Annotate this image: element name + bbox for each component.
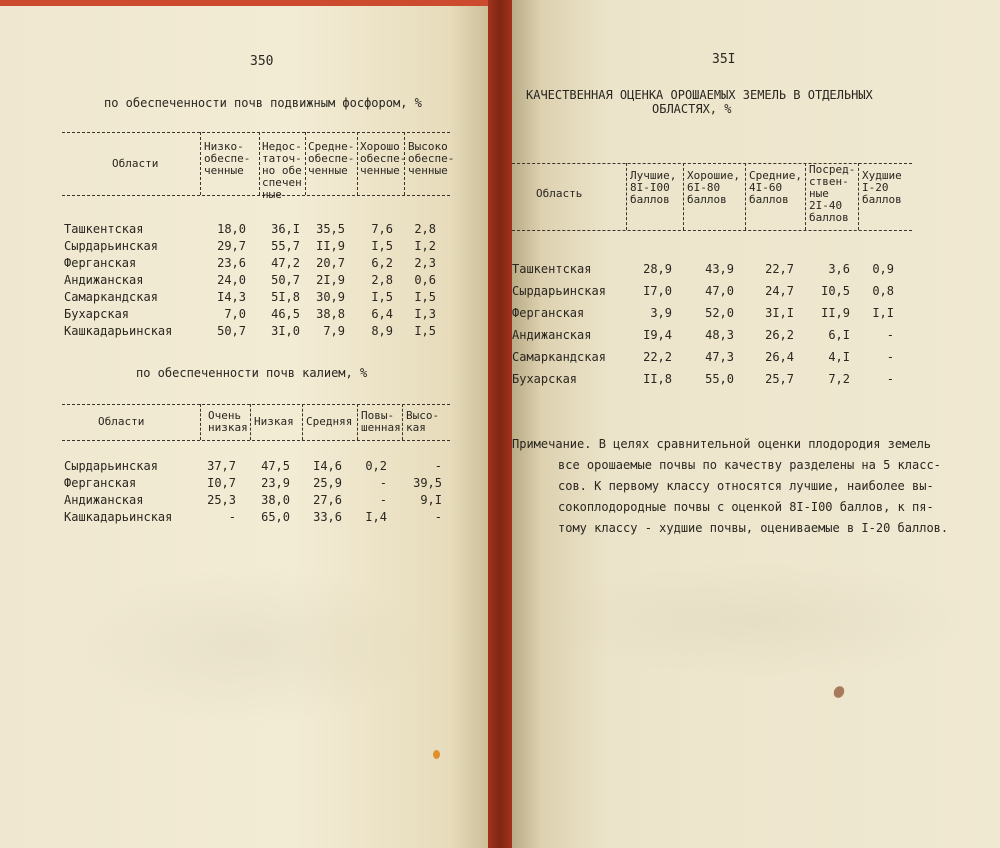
table2-col-divider xyxy=(357,404,358,440)
table-cell: I,5 xyxy=(414,324,436,338)
table3-header-col3: Средние, 4I-60 баллов xyxy=(749,169,802,206)
table-cell: 25,9 xyxy=(313,476,342,490)
table-cell: - xyxy=(228,510,236,524)
table-cell: 20,7 xyxy=(316,256,345,270)
table-row-region: Бухарская xyxy=(64,307,130,321)
table2-header-col1: Очень низкая xyxy=(208,409,248,434)
table-row-region: Самаркандская xyxy=(512,350,606,364)
table-cell: I,3 xyxy=(414,307,436,321)
table-row-region: Ферганская xyxy=(512,306,585,320)
table1-header-col2: Недос- таточ- но обе спечен ные xyxy=(262,140,302,201)
table-cell: 38,8 xyxy=(316,307,345,321)
table-cell: I,I xyxy=(872,306,894,320)
table-cell: 25,7 xyxy=(765,372,794,386)
table1-header-col5: Высоко обеспе- ченные xyxy=(408,140,455,177)
table-cell: I,5 xyxy=(414,290,436,304)
table-cell: 7,0 xyxy=(224,307,246,321)
right-page xyxy=(512,0,1000,848)
table-cell: 37,7 xyxy=(207,459,236,473)
table2-col-divider xyxy=(402,404,403,440)
table-cell: 65,0 xyxy=(261,510,290,524)
table-cell: 4,I xyxy=(828,350,850,364)
table-cell: 47,2 xyxy=(271,256,300,270)
table-row-region: Самаркандская xyxy=(64,290,158,304)
table-cell: 5I,8 xyxy=(271,290,300,304)
book-gutter xyxy=(488,0,512,848)
table2-header-col2: Низкая xyxy=(254,415,294,428)
table-cell: II,9 xyxy=(316,239,345,253)
table-cell: 36,I xyxy=(271,222,300,236)
table-cell: II,8 xyxy=(643,372,672,386)
table-cell: 23,9 xyxy=(261,476,290,490)
table-cell: I0,5 xyxy=(821,284,850,298)
table-cell: 24,7 xyxy=(765,284,794,298)
note-line: сокоплодородные почвы с оценкой 8I-I00 баллов, к пя- xyxy=(558,500,934,514)
table-cell: 3,9 xyxy=(650,306,672,320)
table-row-region: Ташкентская xyxy=(512,262,592,276)
table2-header-col4: Повы- шенная xyxy=(361,409,401,434)
page-number-left: 350 xyxy=(250,54,274,69)
table-cell: I9,4 xyxy=(643,328,672,342)
table1-caption: по обеспеченности почв подвижным фосфором, % xyxy=(104,96,422,110)
table-cell: 30,9 xyxy=(316,290,345,304)
table-cell: 7,9 xyxy=(323,324,345,338)
table-cell: 2,8 xyxy=(414,222,436,236)
table-cell: 50,7 xyxy=(217,324,246,338)
table-cell: 2,8 xyxy=(371,273,393,287)
table-cell: 38,0 xyxy=(261,493,290,507)
table-cell: I,5 xyxy=(371,239,393,253)
table3-header-col2: Хорошие, 6I-80 баллов xyxy=(687,169,740,206)
left-page xyxy=(0,6,488,848)
table-cell: 39,5 xyxy=(413,476,442,490)
table-cell: - xyxy=(379,476,387,490)
table-cell: I,5 xyxy=(371,290,393,304)
table-cell: I,2 xyxy=(414,239,436,253)
table-cell: 18,0 xyxy=(217,222,246,236)
table-cell: 8,9 xyxy=(371,324,393,338)
table-cell: - xyxy=(886,350,894,364)
table1-top-rule xyxy=(62,132,450,133)
table1-col-divider xyxy=(305,132,306,195)
table-row-region: Кашкадарьинская xyxy=(64,510,173,524)
table-cell: 0,6 xyxy=(414,273,436,287)
table-cell: 0,9 xyxy=(872,262,894,276)
table-row-region: Андижанская xyxy=(512,328,592,342)
table-cell: 22,7 xyxy=(765,262,794,276)
table-row-region: Бухарская xyxy=(512,372,578,386)
table-row-region: Ферганская xyxy=(64,476,137,490)
table-cell: 3I,0 xyxy=(271,324,300,338)
paper-stain xyxy=(832,684,847,699)
table1-header-col3: Средне- обеспе- ченные xyxy=(308,140,355,177)
table-cell: - xyxy=(434,459,442,473)
table-cell: 47,5 xyxy=(261,459,290,473)
table3-col-divider xyxy=(745,163,746,230)
table-cell: 3I,I xyxy=(765,306,794,320)
table-cell: 47,0 xyxy=(705,284,734,298)
table-row-region: Сырдарьинская xyxy=(512,284,606,298)
show-through-shadow xyxy=(70,566,430,726)
table1-header-region: Области xyxy=(112,157,159,170)
table1-col-divider xyxy=(200,132,201,195)
table-cell: 3,6 xyxy=(828,262,850,276)
table-row-region: Ташкентская xyxy=(64,222,144,236)
table-cell: 6,I xyxy=(828,328,850,342)
table-cell: 6,2 xyxy=(371,256,393,270)
table-row-region: Андижанская xyxy=(64,273,144,287)
table-cell: I0,7 xyxy=(207,476,236,490)
table-cell: 47,3 xyxy=(705,350,734,364)
table-cell: 29,7 xyxy=(217,239,246,253)
table-cell: 33,6 xyxy=(313,510,342,524)
table2-col-divider xyxy=(250,404,251,440)
table1-header-rule xyxy=(62,195,450,196)
table1-col-divider xyxy=(259,132,260,195)
table2-col-divider xyxy=(302,404,303,440)
table-cell: 23,6 xyxy=(217,256,246,270)
note-line: сов. К первому классу относятся лучшие, наиболее вы- xyxy=(558,479,934,493)
paper-stain xyxy=(433,750,440,759)
table-cell: 7,2 xyxy=(828,372,850,386)
table3-col-divider xyxy=(683,163,684,230)
table-cell: 46,5 xyxy=(271,307,300,321)
table1-col-divider xyxy=(357,132,358,195)
table3-col-divider xyxy=(805,163,806,230)
table-cell: II,9 xyxy=(821,306,850,320)
note-line: тому классу - худшие почвы, оцениваемые в I-20 баллов. xyxy=(558,521,949,535)
table-cell: I4,3 xyxy=(217,290,246,304)
table-row-region: Ферганская xyxy=(64,256,137,270)
table-cell: 0,8 xyxy=(872,284,894,298)
table-cell: I,4 xyxy=(365,510,387,524)
table3-col-divider xyxy=(626,163,627,230)
table-cell: 25,3 xyxy=(207,493,236,507)
table3-header-col1: Лучшие, 8I-I00 баллов xyxy=(630,169,677,206)
table-cell: - xyxy=(434,510,442,524)
table-cell: 27,6 xyxy=(313,493,342,507)
table-cell: 35,5 xyxy=(316,222,345,236)
table3-header-rule xyxy=(512,230,912,231)
table3-header-col5: Худшие I-20 баллов xyxy=(862,169,902,206)
table2-header-rule xyxy=(62,440,450,441)
table2-header-col5: Высо- кая xyxy=(406,409,440,434)
table1-header-col4: Хорошо обеспе- ченные xyxy=(360,140,407,177)
table-cell: 50,7 xyxy=(271,273,300,287)
table-row-region: Сырдарьинская xyxy=(64,239,158,253)
table-cell: 26,2 xyxy=(765,328,794,342)
table3-title-line1: КАЧЕСТВЕННАЯ ОЦЕНКА ОРОШАЕМЫХ ЗЕМЕЛЬ В ОТДЕЛЬНЫХ xyxy=(526,88,873,102)
show-through-shadow xyxy=(552,560,972,680)
table-cell: I7,0 xyxy=(643,284,672,298)
table3-col-divider xyxy=(858,163,859,230)
table-cell: 2I,9 xyxy=(316,273,345,287)
page-number-right: 35I xyxy=(712,52,736,67)
table-cell: 26,4 xyxy=(765,350,794,364)
table-cell: 2,3 xyxy=(414,256,436,270)
table3-header-region: Область xyxy=(536,187,583,200)
table-cell: 55,0 xyxy=(705,372,734,386)
table1-header-col1: Низко- обеспе- ченные xyxy=(204,140,251,177)
table-cell: - xyxy=(886,372,894,386)
table-cell: 9,I xyxy=(420,493,442,507)
table-row-region: Кашкадарьинская xyxy=(64,324,173,338)
table2-caption: по обеспеченности почв калием, % xyxy=(136,366,368,380)
table-cell: 24,0 xyxy=(217,273,246,287)
table-cell: - xyxy=(379,493,387,507)
table-cell: I4,6 xyxy=(313,459,342,473)
table-cell: - xyxy=(886,328,894,342)
table3-title-line2: ОБЛАСТЯХ, % xyxy=(652,102,732,116)
table2-header-region: Области xyxy=(98,415,145,428)
table2-header-col3: Средняя xyxy=(306,415,353,428)
table-cell: 22,2 xyxy=(643,350,672,364)
table-cell: 28,9 xyxy=(643,262,672,276)
table-cell: 52,0 xyxy=(705,306,734,320)
table-cell: 7,6 xyxy=(371,222,393,236)
table-cell: 48,3 xyxy=(705,328,734,342)
table-row-region: Андижанская xyxy=(64,493,144,507)
table3-header-col4: Посред- ствен- ные 2I-40 баллов xyxy=(809,163,856,224)
table-cell: 43,9 xyxy=(705,262,734,276)
table2-col-divider xyxy=(200,404,201,440)
table-cell: 0,2 xyxy=(365,459,387,473)
table2-top-rule xyxy=(62,404,450,405)
table-row-region: Сырдарьинская xyxy=(64,459,158,473)
table-cell: 55,7 xyxy=(271,239,300,253)
table-cell: 6,4 xyxy=(371,307,393,321)
note-line: все орошаемые почвы по качеству разделены на 5 класс- xyxy=(558,458,941,472)
note-line: Примечание. В целях сравнительной оценки плодородия земель xyxy=(512,437,932,451)
